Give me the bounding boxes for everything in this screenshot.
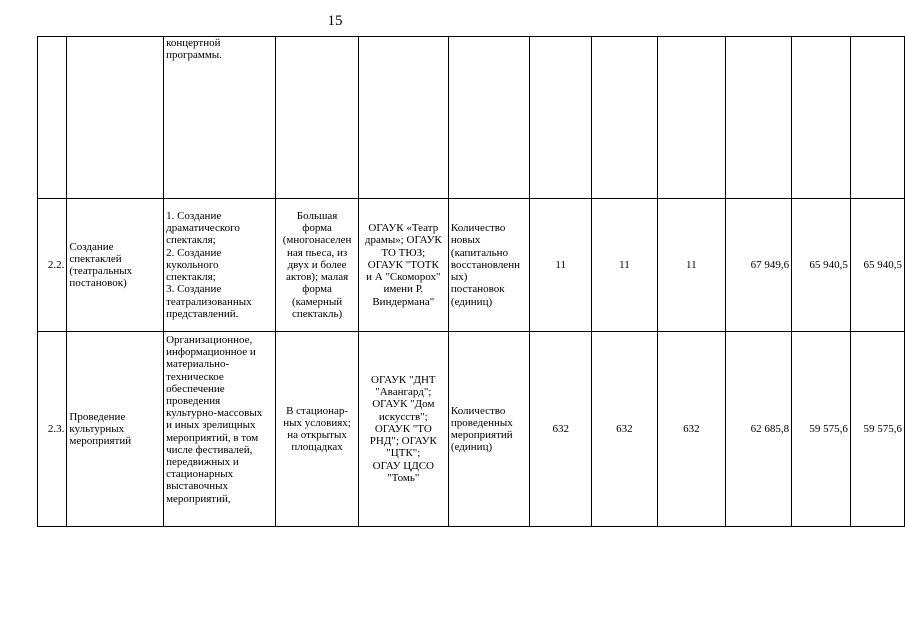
indicator-cell: [448, 37, 529, 199]
funding-cell: 62 685,8: [725, 332, 791, 527]
cell-line: мероприятий,: [166, 492, 231, 505]
cell-line: РНД"; ОГАУК: [369, 435, 437, 448]
cell-line: техническое: [166, 370, 224, 383]
executor-cell: [358, 199, 448, 332]
cell-line: форма: [302, 222, 332, 235]
cell-line: Организационное,: [166, 334, 253, 346]
funding-cell: [792, 37, 851, 199]
cell-line: восстановленн: [450, 258, 520, 271]
executor-cell: [358, 332, 448, 527]
cell-line: проведения: [166, 395, 221, 408]
indicator-value-cell: 632: [592, 332, 658, 527]
cell-line: новых: [450, 234, 481, 247]
cell-line: постановок: [450, 283, 505, 296]
funding-cell: 65 940,5: [850, 199, 904, 332]
cell-line: ОГАУ ЦДСО: [372, 459, 434, 472]
cell-line: 2. Создание: [166, 246, 222, 259]
measure-name-cell: [67, 37, 164, 199]
cell-line: культурных: [69, 422, 125, 435]
cell-line: ная пьеса, из: [286, 246, 348, 259]
cell-line: искусств";: [378, 410, 428, 423]
cell-line: спектакль): [291, 307, 343, 320]
cell-line: спектаклей: [69, 252, 122, 265]
row-number-cell: 2.2.: [38, 199, 67, 332]
cell-line: ОГАУК «Театр: [368, 222, 439, 235]
cell-line: "ЦТК";: [386, 447, 421, 460]
cell-line: ОГАУК "ТО: [374, 422, 432, 435]
cell-line: Количество: [450, 404, 506, 417]
indicator-value-cell: [657, 37, 725, 199]
cell-line: Большая: [296, 210, 338, 223]
indicator-value-cell: 632: [530, 332, 592, 527]
cell-line: ных условиях;: [283, 416, 351, 429]
cell-line: ОГАУК "ТОТК: [367, 258, 439, 271]
measure-form-cell: [276, 332, 358, 527]
cell-line: ых): [450, 271, 468, 284]
cell-line: Создание: [69, 240, 114, 253]
cell-line: кукольного: [166, 258, 219, 271]
indicator-value-cell: 632: [657, 332, 725, 527]
cell-line: программы.: [166, 49, 222, 62]
cell-line: стационарных: [166, 468, 234, 481]
cell-line: числе фестивалей,: [166, 443, 253, 456]
cell-line: спектакля;: [166, 234, 216, 247]
cell-line: ТО ТЮЗ;: [381, 246, 426, 259]
cell-line: (капитально: [450, 246, 509, 259]
funding-cell: [850, 37, 904, 199]
measure-name-cell: [67, 332, 164, 527]
cell-line: мероприятий: [450, 429, 513, 441]
cell-line: ОГАУК "Дом: [372, 398, 435, 411]
cell-line: (театральных: [69, 265, 133, 277]
cell-line: представлений.: [166, 307, 239, 320]
cell-line: форма: [302, 283, 332, 296]
cell-line: передвижных и: [166, 456, 239, 469]
cell-line: (единиц): [450, 441, 493, 454]
cell-line: Виндермана": [372, 295, 435, 308]
measure-content-cell: [164, 199, 276, 332]
indicator-cell: [448, 199, 529, 332]
cell-line: концертной: [166, 37, 221, 49]
table-row: [38, 37, 905, 199]
table-row: [38, 199, 905, 332]
table-row: [38, 332, 905, 527]
cell-line: "Томь": [387, 471, 420, 484]
cell-line: (многонаселен: [282, 234, 352, 247]
cell-line: и иных зрелищных: [166, 419, 256, 432]
page-number: 15: [327, 13, 343, 29]
cell-line: актов); малая: [285, 271, 349, 284]
measure-content-cell: [164, 332, 276, 527]
funding-cell: 65 940,5: [792, 199, 851, 332]
cell-line: материально-: [166, 358, 230, 371]
funding-cell: [725, 37, 791, 199]
cell-line: обеспечение: [166, 382, 225, 395]
measures-table: [37, 36, 905, 527]
cell-line: (единиц): [450, 295, 493, 308]
cell-line: драмы»; ОГАУК: [364, 234, 442, 247]
cell-line: и А "Скоморох": [366, 271, 441, 284]
cell-line: Количество: [450, 222, 506, 235]
cell-line: В стационар-: [286, 404, 349, 417]
cell-line: культурно-массовых: [166, 407, 263, 420]
measure-name-cell: [67, 199, 164, 332]
measure-content-cell: [164, 37, 276, 199]
indicator-value-cell: [592, 37, 658, 199]
cell-line: на открытых: [287, 429, 347, 441]
cell-line: выставочных: [166, 480, 229, 493]
cell-line: информационное и: [166, 346, 256, 359]
cell-line: мероприятий, в том: [166, 431, 259, 444]
cell-line: 1. Создание: [166, 210, 222, 223]
cell-line: площадках: [291, 441, 343, 454]
funding-cell: 67 949,6: [725, 199, 791, 332]
executor-cell: [358, 37, 448, 199]
cell-line: имени Р.: [383, 283, 424, 296]
cell-line: ОГАУК "ДНТ: [371, 374, 436, 387]
funding-cell: 59 575,6: [792, 332, 851, 527]
indicator-value-cell: 11: [530, 199, 592, 332]
indicator-cell: [448, 332, 529, 527]
measure-form-cell: [276, 199, 358, 332]
cell-line: спектакля;: [166, 271, 216, 284]
cell-line: драматического: [166, 222, 240, 235]
cell-line: (камерный: [291, 295, 343, 308]
row-number-cell: 2.3.: [38, 332, 67, 527]
cell-line: театрализованных: [166, 295, 252, 308]
cell-line: двух и более: [287, 258, 347, 271]
measure-form-cell: [276, 37, 358, 199]
cell-line: постановок): [69, 277, 127, 290]
funding-cell: 59 575,6: [850, 332, 904, 527]
indicator-value-cell: [530, 37, 592, 199]
cell-line: 3. Создание: [166, 283, 222, 296]
indicator-value-cell: 11: [657, 199, 725, 332]
cell-line: Проведение: [69, 410, 126, 423]
row-number-cell: [38, 37, 67, 199]
cell-line: "Авангард";: [375, 386, 432, 399]
cell-line: проведенных: [450, 416, 513, 429]
cell-line: мероприятий: [69, 435, 132, 448]
indicator-value-cell: 11: [592, 199, 658, 332]
